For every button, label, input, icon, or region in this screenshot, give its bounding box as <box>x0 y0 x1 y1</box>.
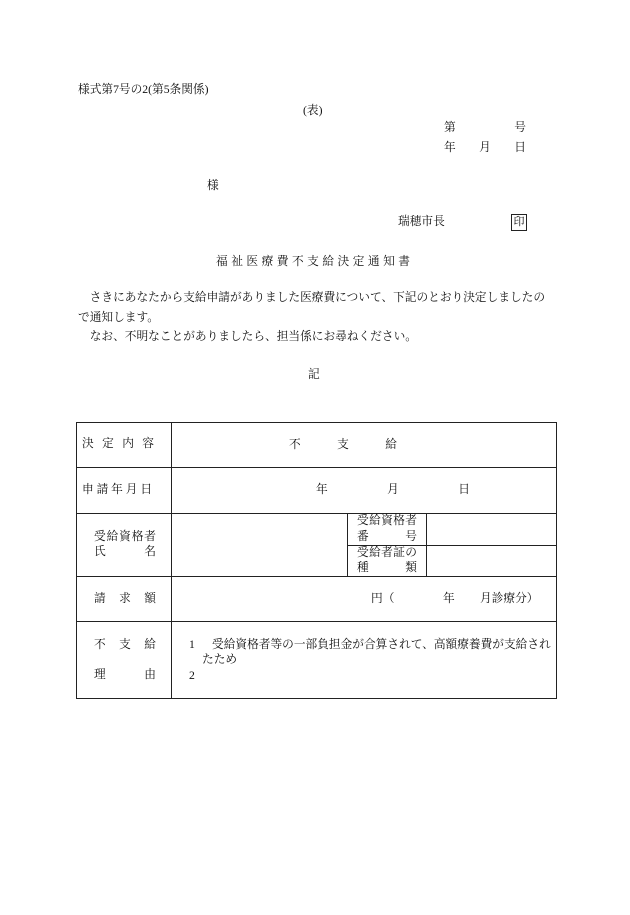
application-date-label: 申請年月日 <box>82 483 155 496</box>
claim-amount-year: 年 <box>443 592 455 605</box>
document-title: 福 祉 医 療 費 不 支 給 決 定 通 知 書 <box>216 255 410 268</box>
recipient-number-label-line2: 番 号 <box>357 530 417 543</box>
recipient-name-label-cell <box>76 513 172 577</box>
decision-label-cell <box>76 422 172 468</box>
recipient-number-label-cell <box>347 513 427 546</box>
reason-item-number: 1 <box>189 638 195 651</box>
decision-value-cell <box>171 422 557 468</box>
reason-label-cell <box>76 621 172 699</box>
recipient-name-label-line2: 氏 名 <box>94 545 156 558</box>
reason-item-text: 受給資格者等の一部負担金が合算されて、高額療養費が支給され <box>212 638 551 651</box>
reason-item-text: たため <box>202 653 238 666</box>
side-label: (表) <box>303 104 323 117</box>
card-type-label-line2: 種 類 <box>357 561 417 574</box>
claim-amount-yen: 円（ <box>371 592 395 605</box>
reason-item-number: 2 <box>189 669 195 682</box>
reason-label-line2: 理 由 <box>94 668 156 681</box>
reason-label-line1: 不 支 給 <box>94 638 156 651</box>
claim-amount-month-suffix: 月診療分） <box>480 592 539 605</box>
note-heading: 記 <box>308 368 320 381</box>
body-line: で通知します。 <box>78 311 159 324</box>
claim-amount-value-cell <box>171 576 557 622</box>
card-type-label-cell <box>347 545 427 577</box>
decision-value: 不 支 給 <box>289 438 397 451</box>
recipient-name-label-line1: 受給資格者 <box>94 530 156 543</box>
card-type-value-cell <box>426 545 557 577</box>
addressee-suffix: 様 <box>207 179 219 192</box>
recipient-number-label-line1: 受給資格者 <box>357 514 417 527</box>
application-date-value-cell <box>171 467 557 514</box>
application-date-label-cell <box>76 467 172 514</box>
reference-number: 第 号 <box>444 121 526 134</box>
decision-label: 決 定 内 容 <box>82 437 154 450</box>
seal-mark: 印 <box>511 214 527 231</box>
reason-value-cell <box>171 621 557 699</box>
recipient-number-value-cell <box>426 513 557 546</box>
body-line: なお、不明なことがありましたら、担当係にお尋ねください。 <box>89 330 417 343</box>
claim-amount-label: 請 求 額 <box>94 592 156 605</box>
claim-amount-label-cell <box>76 576 172 622</box>
application-date-value: 年 月 日 <box>316 483 470 496</box>
recipient-name-value-cell <box>171 513 348 577</box>
body-line: さきにあなたから支給申請がありました医療費について、下記のとおり決定しましたの <box>89 291 546 304</box>
card-type-label-line1: 受給者証の <box>357 546 417 559</box>
issue-date: 年 月 日 <box>444 141 526 154</box>
issuer-name: 瑞穂市長 <box>398 215 445 228</box>
form-number: 様式第7号の2(第5条関係) <box>78 83 209 96</box>
